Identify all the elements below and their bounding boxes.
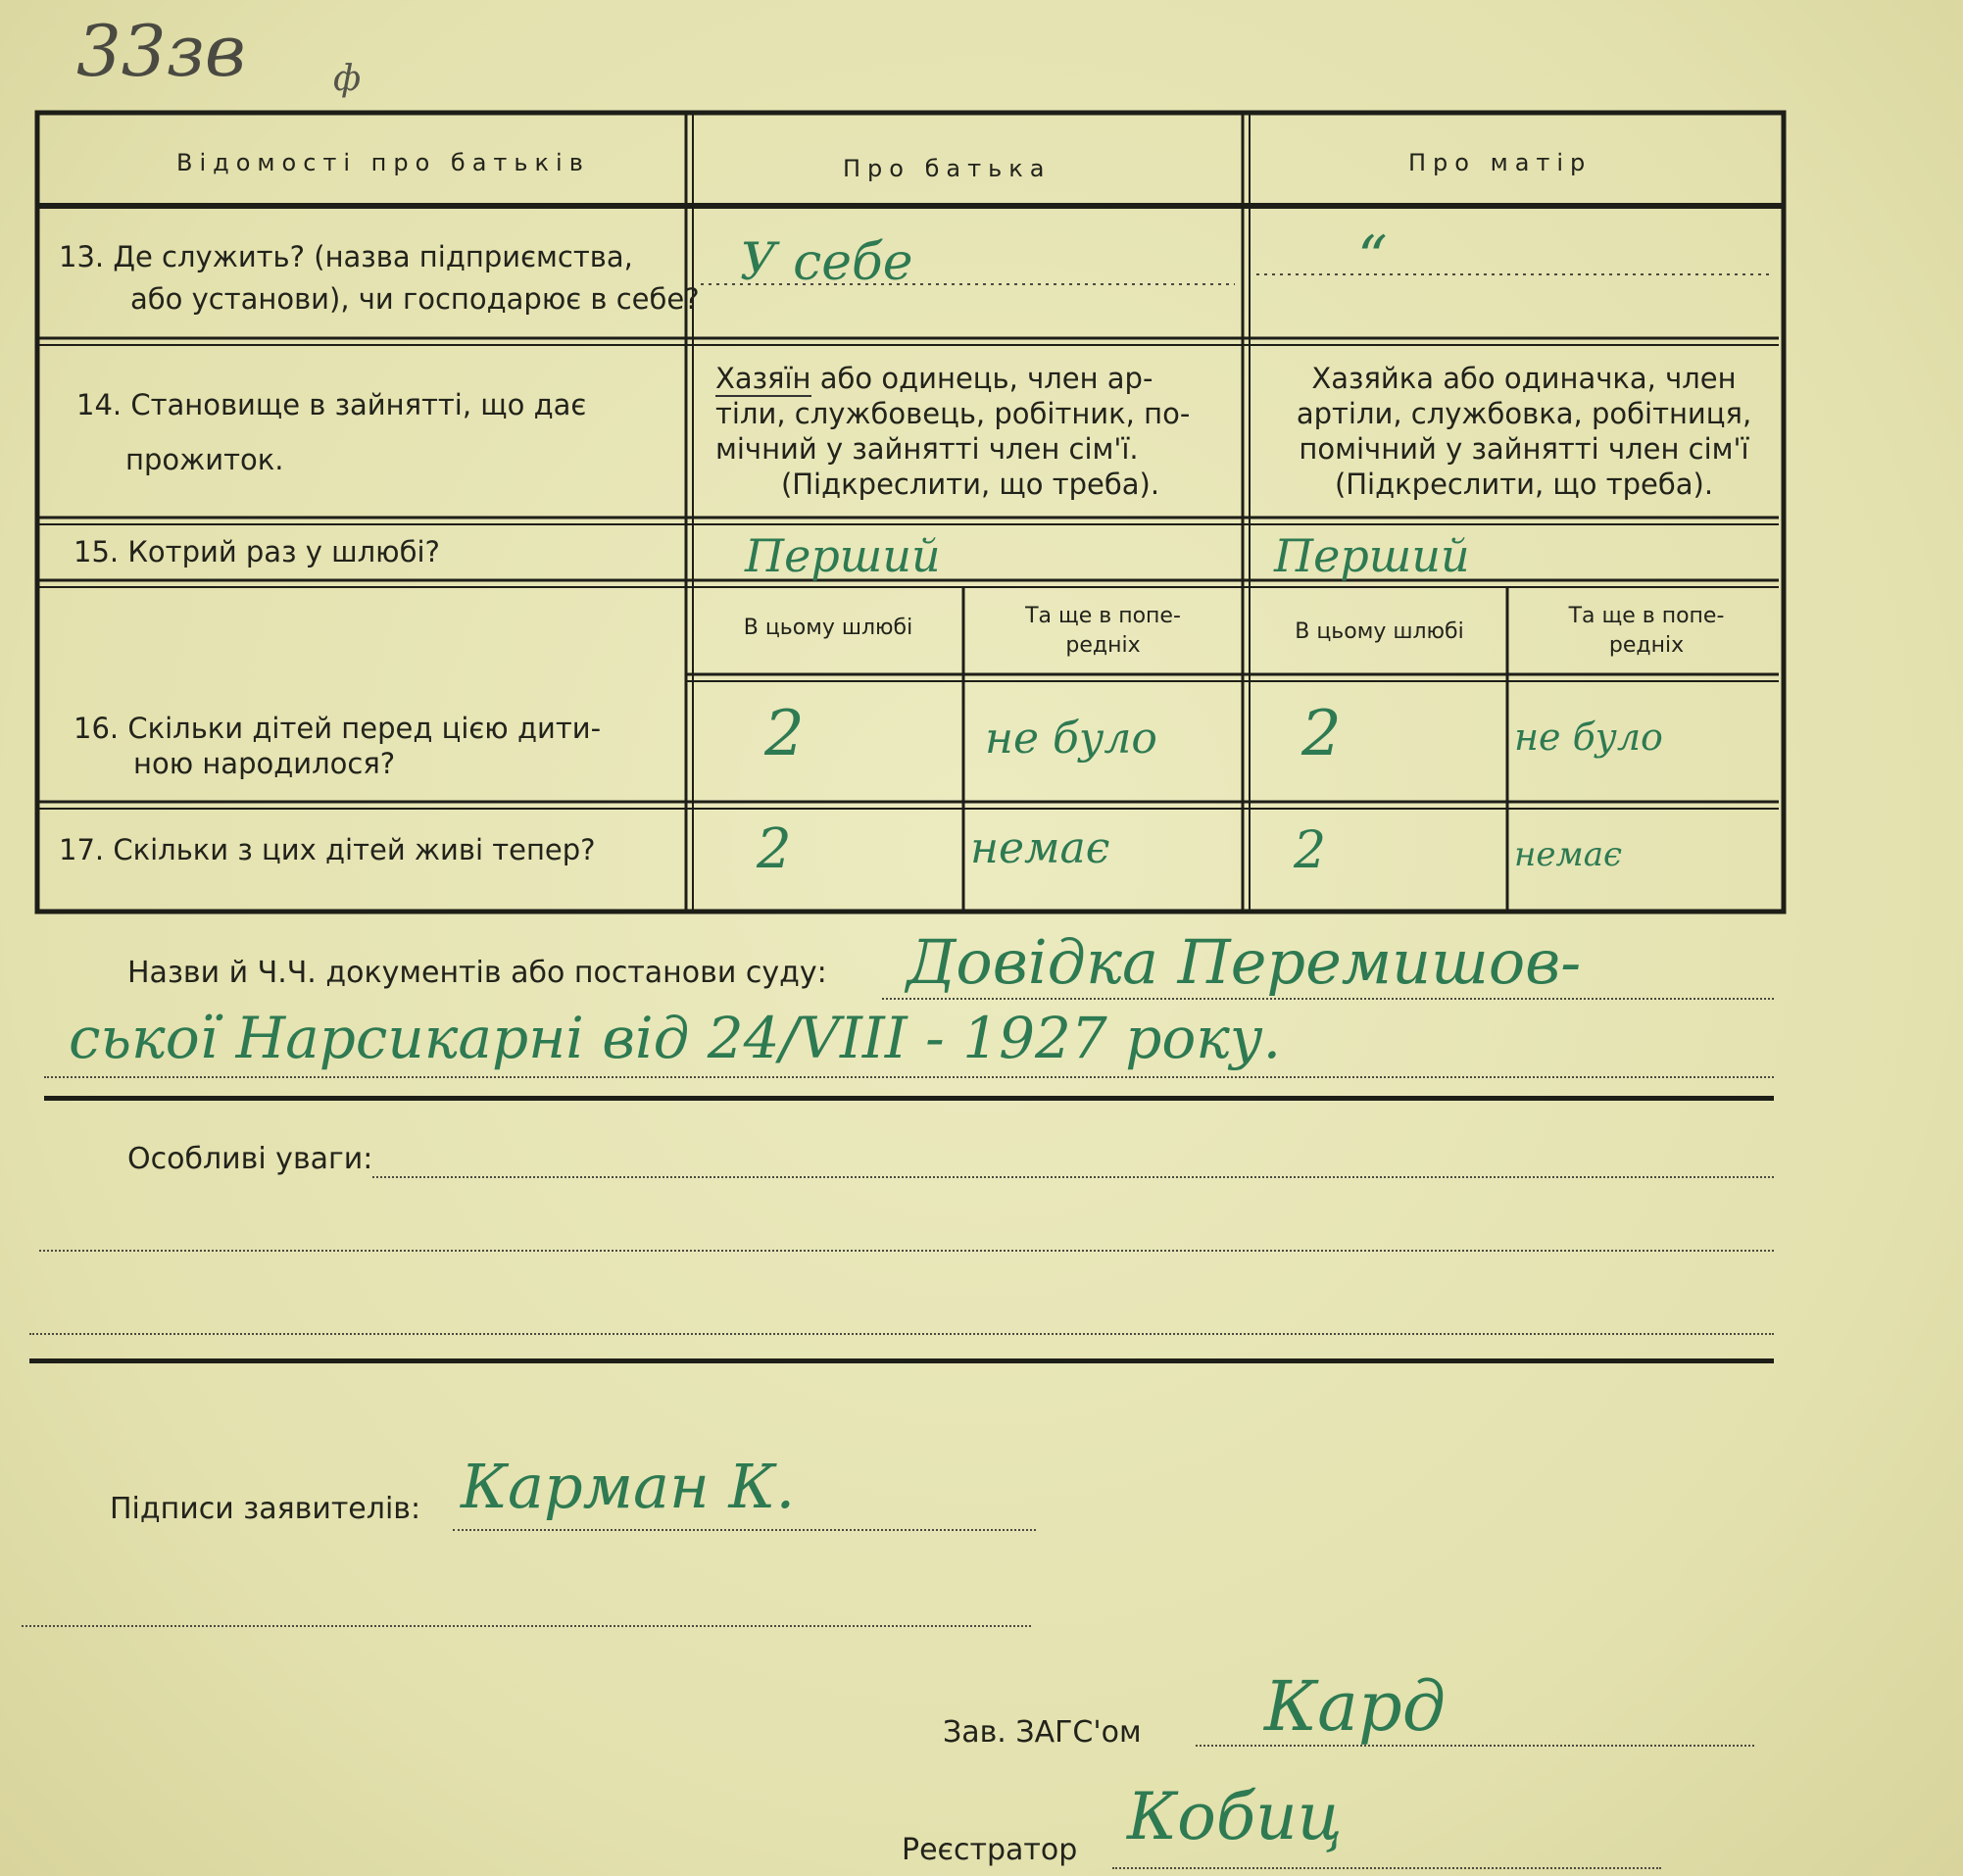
row13-mother-answer: “ <box>1357 223 1388 292</box>
mother-previous-header-line2: редніх <box>1608 633 1685 658</box>
applicants-signature-label: Підписи заявителів: <box>110 1492 421 1526</box>
row14-mother-options <box>1269 361 1779 502</box>
documents-value-line1: Довідка Перемишов- <box>907 926 1582 998</box>
mother-option-line2: артіли, службовка, робітниця, <box>1296 397 1752 430</box>
registrar-label: Реєстратор <box>902 1833 1078 1867</box>
father-previous-header-line2: редніх <box>1065 633 1141 658</box>
applicants-signature-dots-2 <box>22 1625 1031 1627</box>
row17-father-previous: немає <box>970 823 1110 873</box>
documents-rule <box>44 1096 1774 1101</box>
mother-option-line4: (Підкреслити, що треба). <box>1334 468 1714 501</box>
father-option-text: або одинець, член ар- <box>810 362 1153 395</box>
registrar-signature: Кобиц <box>1127 1779 1343 1854</box>
father-option-line3: мічний у зайнятті член сім'ї. <box>715 432 1139 466</box>
row17-question: 17. Скільки з цих дітей живі тепер? <box>59 833 596 866</box>
row13-question-line1: 13. Де служить? (назва підприємства, <box>59 240 633 273</box>
mother-previous-header <box>1514 602 1779 661</box>
applicants-signature-dots <box>453 1529 1036 1531</box>
remarks-dots-1 <box>372 1176 1774 1178</box>
row17-mother-this: 2 <box>1294 821 1327 880</box>
remarks-dots-2 <box>39 1250 1774 1252</box>
father-this-marriage-header: В цьому шлюбі <box>743 616 913 640</box>
pencil-mark: ф <box>333 59 362 99</box>
father-option-line2: тіли, службовець, робітник, по- <box>715 397 1191 430</box>
row17-mother-previous: немає <box>1514 835 1623 874</box>
header-parents-info: Відомості про батьків <box>176 149 590 176</box>
row13-father-answer: У себе <box>740 233 913 292</box>
row14-question-line2: прожиток. <box>125 443 284 476</box>
mother-option-line3: помічний у зайнятті член сім'ї <box>1299 432 1749 466</box>
applicants-signature: Карман К. <box>461 1451 796 1522</box>
documents-value-line2: ської Нарсикарні від 24/VIII - 1927 року. <box>69 1005 1282 1071</box>
zags-head-label: Зав. ЗАГС'ом <box>943 1715 1142 1750</box>
mother-this-marriage-header: В цьому шлюбі <box>1295 619 1464 644</box>
row17-father-this: 2 <box>757 817 792 881</box>
remarks-label: Особливі уваги: <box>127 1142 373 1176</box>
header-mother: Про матір <box>1408 149 1593 176</box>
row16-mother-this: 2 <box>1301 698 1342 770</box>
row16-mother-previous: не було <box>1514 716 1663 759</box>
father-previous-header-line1: Та ще в попе- <box>1025 604 1181 628</box>
remarks-rule <box>29 1358 1774 1363</box>
row16-question-line1: 16. Скільки дітей перед цією дити- <box>74 712 602 745</box>
mother-option-line1: Хазяйка або одиначка, член <box>1311 362 1737 395</box>
mother-previous-header-line1: Та ще в попе- <box>1568 604 1725 628</box>
documents-label: Назви й Ч.Ч. документів або постанови суду: <box>127 956 827 990</box>
row13-question-line2: або установи), чи господарює в себе? <box>130 282 700 316</box>
row16-father-this: 2 <box>764 698 805 770</box>
documents-line2-dots <box>44 1076 1774 1078</box>
remarks-dots-3 <box>29 1333 1774 1335</box>
row16-question-line2: ною народилося? <box>133 747 396 780</box>
father-previous-header <box>968 602 1238 661</box>
row15-question: 15. Котрий раз у шлюбі? <box>74 535 440 568</box>
father-status-underlined: Хазяїн <box>715 362 811 395</box>
father-option-line4: (Підкреслити, що треба). <box>780 468 1160 501</box>
zags-head-signature: Кард <box>1264 1666 1447 1747</box>
registrar-dots <box>1112 1867 1661 1869</box>
row16-father-previous: не було <box>985 714 1157 764</box>
row14-question-line1: 14. Становище в зайнятті, що дає <box>76 388 587 421</box>
folio-number: 33зв <box>76 10 246 92</box>
header-father: Про батька <box>843 155 1052 182</box>
row14-father-options <box>715 361 1225 502</box>
row15-father-answer: Перший <box>745 529 941 582</box>
documents-line1-dots <box>882 998 1774 1000</box>
row15-mother-answer: Перший <box>1274 529 1470 582</box>
